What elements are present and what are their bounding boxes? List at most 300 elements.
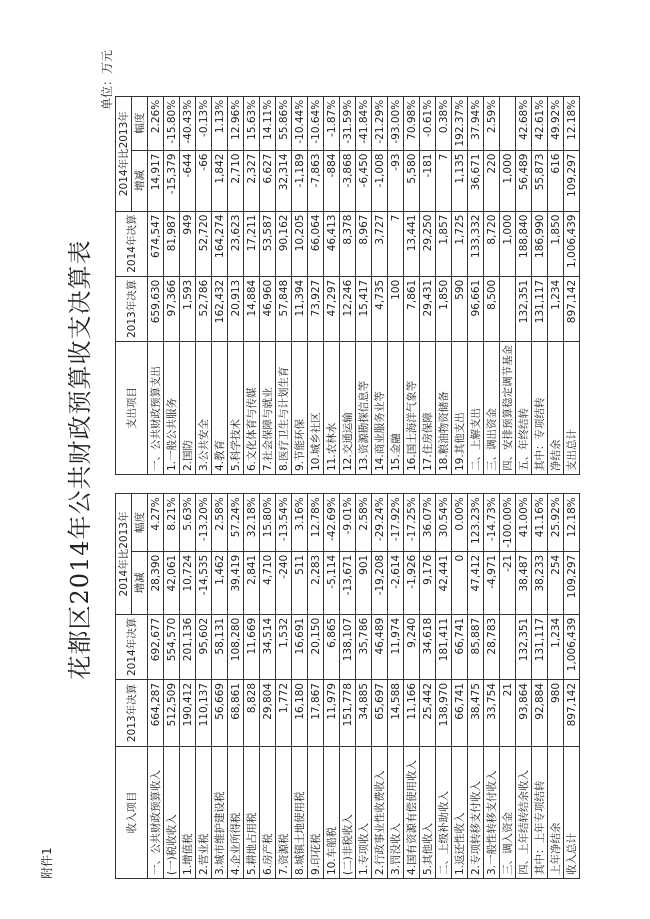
expense-value-cell: -15.80% (164, 96, 180, 150)
income-value-cell: -13.54% (276, 494, 292, 552)
expense-item-cell: 其中：专项结转 (532, 342, 548, 475)
income-value-cell: -29.24% (372, 494, 388, 552)
expense-value-cell: 164,274 (212, 211, 228, 276)
income-value-cell: 132,351 (516, 614, 532, 679)
income-value-cell: -14,535 (196, 551, 212, 614)
income-item-cell: 2.专项转移支付收入 (468, 747, 484, 879)
expense-value-cell: -644 (180, 150, 196, 211)
expense-value-cell: 17,211 (244, 211, 260, 276)
expense-item-cell: 2.国防 (180, 342, 196, 475)
income-value-cell: 1,006,439 (564, 614, 580, 679)
expense-value-cell: 14.11% (260, 96, 276, 150)
expense-value-cell: 14,884 (244, 276, 260, 341)
expense-item-cell: 四、安排预算稳定调节基金 (500, 342, 516, 475)
expense-value-cell: 52,786 (196, 276, 212, 341)
expense-value-cell: -6,450 (356, 150, 372, 211)
income-value-cell: 12.18% (564, 494, 580, 552)
expense-value-cell: -181 (420, 150, 436, 211)
income-value-cell: 512,509 (164, 680, 180, 747)
income-item-cell: (一)税收收入 (164, 747, 180, 879)
expense-value-cell: 133,332 (468, 211, 484, 276)
income-table-row (356, 494, 372, 879)
income-table-row (436, 494, 452, 879)
income-item-cell: 6.房产税 (260, 747, 276, 879)
expense-table-row (324, 96, 340, 474)
expense-item-cell: 6.文化体育与传媒 (244, 342, 260, 475)
expense-value-cell: 49.92% (548, 96, 564, 150)
income-value-cell: 92,884 (532, 680, 548, 747)
expense-item-cell: 7.社会保障与就业 (260, 342, 276, 475)
expense-table-body (148, 96, 580, 474)
expense-value-cell: -10.44% (292, 96, 308, 150)
expense-table-row (180, 96, 196, 474)
income-table-row (484, 494, 500, 879)
expense-item-cell: 1.一般公共服务 (164, 342, 180, 475)
expense-item-cell: 10.城乡社区 (308, 342, 324, 475)
expense-value-cell: 4,735 (372, 276, 388, 341)
income-value-cell: 4.27% (148, 494, 164, 552)
income-item-cell: 4.国有资源有偿使用收入 (404, 747, 420, 879)
expense-value-cell: 188,840 (516, 211, 532, 276)
expense-item-cell: 二、上解支出 (468, 342, 484, 475)
expense-value-cell: 8,500 (484, 276, 500, 341)
income-item-cell: 上年净结余 (548, 747, 564, 879)
expense-value-cell: 659,630 (148, 276, 164, 341)
income-value-cell: 10,724 (180, 551, 196, 614)
income-value-cell: 28,783 (484, 614, 500, 679)
income-item-cell: 9.印花税 (308, 747, 324, 879)
expense-table-row (148, 96, 164, 474)
income-value-cell: 138,970 (436, 680, 452, 747)
income-value-cell: 692,677 (148, 614, 164, 679)
expense-value-cell: 0.38% (436, 96, 452, 150)
expense-item-cell: 14.商业服务业等 (372, 342, 388, 475)
expense-item-cell: 18.粮油物资储备 (436, 342, 452, 475)
income-value-cell: 35,786 (356, 614, 372, 679)
expense-value-cell: 15,417 (356, 276, 372, 341)
income-value-cell: -17.25% (404, 494, 420, 552)
income-value-cell: 28,390 (148, 551, 164, 614)
income-table-row (452, 494, 468, 879)
income-value-cell: 15.80% (260, 494, 276, 552)
income-value-cell: 897,142 (564, 680, 580, 747)
income-value-cell: 46,489 (372, 614, 388, 679)
expense-value-cell: 8,378 (340, 211, 356, 276)
income-table-body (148, 494, 580, 879)
expense-value-cell: 1,000 (500, 211, 516, 276)
income-table-row (148, 494, 164, 879)
expense-value-cell: 1,135 (452, 150, 468, 211)
income-2014-header: 2014年决算 (116, 614, 148, 679)
income-value-cell: 138,107 (340, 614, 356, 679)
expense-item-cell: 16.国土海洋气象等 (404, 342, 420, 475)
income-table-row (260, 494, 276, 879)
income-table-row (516, 494, 532, 879)
income-value-cell: 58,131 (212, 614, 228, 679)
expense-item-cell: 11.农林水 (324, 342, 340, 475)
expense-value-cell: 52,720 (196, 211, 212, 276)
expense-value-cell: 2,327 (244, 150, 260, 211)
income-value-cell: 110,137 (196, 680, 212, 747)
expense-table-row (260, 96, 276, 474)
income-table-row (276, 494, 292, 879)
expense-value-cell: 1,850 (548, 211, 564, 276)
expense-value-cell: 29,431 (420, 276, 436, 341)
expense-table-row (532, 96, 548, 474)
income-value-cell: 664,287 (148, 680, 164, 747)
expense-item-cell: 17.住房保障 (420, 342, 436, 475)
income-value-cell: 25,442 (420, 680, 436, 747)
expense-value-cell: 37.94% (468, 96, 484, 150)
expense-value-cell: 5,580 (404, 150, 420, 211)
income-value-cell: 11,669 (244, 614, 260, 679)
expense-item-cell: 9.节能环保 (292, 342, 308, 475)
income-item-cell: 10.车船税 (324, 747, 340, 879)
income-value-cell: 47,412 (468, 551, 484, 614)
income-value-cell: 93,864 (516, 680, 532, 747)
income-table-row (372, 494, 388, 879)
expense-value-cell: -21.29% (372, 96, 388, 150)
expense-value-cell: 57,848 (276, 276, 292, 341)
expense-table-row (164, 96, 180, 474)
expense-value-cell: 220 (484, 150, 500, 211)
expense-table-row (356, 96, 372, 474)
attachment-label: 附件1 (40, 847, 54, 879)
expense-2014-header: 2014年决算 (116, 211, 148, 276)
expense-value-cell: 2.59% (484, 96, 500, 150)
expense-table-row (276, 96, 292, 474)
expense-value-cell: -93.00% (388, 96, 404, 150)
expense-2013-header: 2013年决算 (116, 276, 148, 341)
page-title: 花都区2014年公共财政预算收支决算表 (66, 239, 94, 680)
income-table-row (500, 494, 516, 879)
income-value-cell: 1,462 (212, 551, 228, 614)
income-item-cell: 3.罚没收入 (388, 747, 404, 879)
income-table-row (388, 494, 404, 879)
income-value-cell: 254 (548, 551, 564, 614)
expense-value-cell: -1.87% (324, 96, 340, 150)
expense-value-cell: 53,587 (260, 211, 276, 276)
income-table-row (548, 494, 564, 879)
expense-value-cell: 131,117 (532, 276, 548, 341)
income-value-cell: 20,150 (308, 614, 324, 679)
expense-value-cell: 186,990 (532, 211, 548, 276)
income-value-cell: 16,180 (292, 680, 308, 747)
income-value-cell: 2,841 (244, 551, 260, 614)
income-table-row (532, 494, 548, 879)
income-item-cell: 收入总计 (564, 747, 580, 879)
expense-value-cell: 10,205 (292, 211, 308, 276)
income-value-cell: 5.63% (180, 494, 196, 552)
income-value-cell: 38,487 (516, 551, 532, 614)
expense-value-cell: 2,710 (228, 150, 244, 211)
income-table-row (324, 494, 340, 879)
expense-value-cell: 162,432 (212, 276, 228, 341)
expense-value-cell: 15.63% (244, 96, 260, 150)
income-item-cell: 8.城镇土地使用税 (292, 747, 308, 879)
income-item-cell: 二、上级补助收入 (436, 747, 452, 879)
income-item-cell: 7.资源税 (276, 747, 292, 879)
income-value-cell: 8.21% (164, 494, 180, 552)
income-value-cell: 32.18% (244, 494, 260, 552)
income-value-cell: 68,861 (228, 680, 244, 747)
income-value-cell: 57.24% (228, 494, 244, 552)
expense-item-cell: 4.教育 (212, 342, 228, 475)
income-table-row (340, 494, 356, 879)
unit-label: 单位：万元 (100, 50, 114, 111)
income-value-cell: 511 (292, 551, 308, 614)
income-value-cell: 12.78% (308, 494, 324, 552)
income-value-cell: 151,778 (340, 680, 356, 747)
expense-value-cell: 47,297 (324, 276, 340, 341)
income-value-cell: 2.58% (212, 494, 228, 552)
expense-value-cell: 100 (388, 276, 404, 341)
expense-value-cell: 14,917 (148, 150, 164, 211)
income-value-cell: -13,671 (340, 551, 356, 614)
expense-value-cell: -0.61% (420, 96, 436, 150)
income-value-cell: 66,741 (452, 680, 468, 747)
expense-value-cell: 36,671 (468, 150, 484, 211)
expense-table-row (420, 96, 436, 474)
expense-value-cell: 7,861 (404, 276, 420, 341)
expense-value-cell: 29,250 (420, 211, 436, 276)
income-value-cell: 11,166 (404, 680, 420, 747)
expense-value-cell: 1,850 (436, 276, 452, 341)
expense-table-row (500, 96, 516, 474)
expense-value-cell: 132,351 (516, 276, 532, 341)
income-value-cell: 0.00% (452, 494, 468, 552)
income-value-cell: 11,974 (388, 614, 404, 679)
expense-value-cell: 674,547 (148, 211, 164, 276)
expense-table-row (388, 96, 404, 474)
expense-value-cell: 8,967 (356, 211, 372, 276)
income-value-cell: 29,804 (260, 680, 276, 747)
expense-value-cell: 96,661 (468, 276, 484, 341)
income-rate-header: 幅度 (132, 494, 148, 552)
income-item-header: 收入项目 (116, 747, 148, 879)
expense-table-row (468, 96, 484, 474)
expense-value-cell: -1,008 (372, 150, 388, 211)
expense-item-cell: 三、调出资金 (484, 342, 500, 475)
income-value-cell: 95,602 (196, 614, 212, 679)
expense-value-cell: -7,863 (308, 150, 324, 211)
expense-value-cell: 2.26% (148, 96, 164, 150)
expense-value-cell: 3,727 (372, 211, 388, 276)
income-value-cell: 6,865 (324, 614, 340, 679)
expense-item-cell: 5.科学技术 (228, 342, 244, 475)
income-2013-header: 2013年决算 (116, 680, 148, 747)
income-value-cell (500, 614, 516, 679)
expense-value-cell: 46,413 (324, 211, 340, 276)
income-value-cell: 65,697 (372, 680, 388, 747)
expense-value-cell: 1,725 (452, 211, 468, 276)
income-value-cell: 131,117 (532, 614, 548, 679)
income-value-cell: 901 (356, 551, 372, 614)
expense-table-row (548, 96, 564, 474)
income-value-cell: -13.20% (196, 494, 212, 552)
income-value-cell: -5,114 (324, 551, 340, 614)
expense-item-cell: 3.公共安全 (196, 342, 212, 475)
income-value-cell: 108,280 (228, 614, 244, 679)
expense-table-row (212, 96, 228, 474)
income-item-cell: 5.其他收入 (420, 747, 436, 879)
expense-table-row (244, 96, 260, 474)
expense-value-cell: 56,489 (516, 150, 532, 211)
expense-value-cell: 1,842 (212, 150, 228, 211)
income-item-cell: 1.专项收入 (356, 747, 372, 879)
income-value-cell: 554,570 (164, 614, 180, 679)
income-item-cell: 一、公共财政预算收入 (148, 747, 164, 879)
income-item-cell: (二)非税收入 (340, 747, 356, 879)
income-value-cell: -9.01% (340, 494, 356, 552)
income-value-cell: 42,061 (164, 551, 180, 614)
expense-value-cell: 42.61% (532, 96, 548, 150)
expense-item-cell: 15.金融 (388, 342, 404, 475)
expense-item-cell: 19.其他支出 (452, 342, 468, 475)
expense-value-cell: 897,142 (564, 276, 580, 341)
expense-item-cell: 支出总计 (564, 342, 580, 475)
income-value-cell: 25.92% (548, 494, 564, 552)
expense-table-row (516, 96, 532, 474)
income-value-cell: 66,741 (452, 614, 468, 679)
income-table-row (404, 494, 420, 879)
income-table-row (292, 494, 308, 879)
expense-value-cell: 1,000 (500, 150, 516, 211)
expense-value-cell: 23,623 (228, 211, 244, 276)
expense-value-cell: -66 (196, 150, 212, 211)
expense-value-cell: -93 (388, 150, 404, 211)
income-value-cell: -1,926 (404, 551, 420, 614)
income-value-cell: 38,475 (468, 680, 484, 747)
income-table-row (244, 494, 260, 879)
income-value-cell: 36.07% (420, 494, 436, 552)
expense-value-cell: 13,441 (404, 211, 420, 276)
income-value-cell: 1,772 (276, 680, 292, 747)
income-table-row (180, 494, 196, 879)
income-value-cell: 14,588 (388, 680, 404, 747)
expense-value-cell: 6,627 (260, 150, 276, 211)
income-item-cell: 三、调入资金 (500, 747, 516, 879)
income-value-cell: 0 (452, 551, 468, 614)
expense-table-row (308, 96, 324, 474)
income-item-cell: 1.返还性收入 (452, 747, 468, 879)
expense-table-row (228, 96, 244, 474)
income-value-cell: 123.23% (468, 494, 484, 552)
income-value-cell: -240 (276, 551, 292, 614)
income-value-cell: 9,240 (404, 614, 420, 679)
income-value-cell: -17.92% (388, 494, 404, 552)
income-value-cell: 181,411 (436, 614, 452, 679)
expense-value-cell: -31.59% (340, 96, 356, 150)
expense-value-cell: 949 (180, 211, 196, 276)
income-value-cell: 8,828 (244, 680, 260, 747)
income-value-cell: -21 (500, 551, 516, 614)
income-item-cell: 5.耕地占用税 (244, 747, 260, 879)
income-value-cell: 41.16% (532, 494, 548, 552)
expense-value-cell: 1,006,439 (564, 211, 580, 276)
expense-value-cell (500, 96, 516, 150)
expense-table-row (564, 96, 580, 474)
expense-value-cell: -15,379 (164, 150, 180, 211)
expense-table-row (484, 96, 500, 474)
income-table-row (212, 494, 228, 879)
expense-table-row (452, 96, 468, 474)
income-table-row (308, 494, 324, 879)
income-table-row (196, 494, 212, 879)
income-table-row (164, 494, 180, 879)
income-value-cell: 2.58% (356, 494, 372, 552)
expense-value-cell: 8,720 (484, 211, 500, 276)
expense-table-row (404, 96, 420, 474)
expense-value-cell: 55.86% (276, 96, 292, 150)
expense-table-row (372, 96, 388, 474)
expense-value-cell: 12.18% (564, 96, 580, 150)
income-item-cell: 其中：上年专项结转 (532, 747, 548, 879)
expense-value-cell: 55,873 (532, 150, 548, 211)
expense-value-cell: 12.96% (228, 96, 244, 150)
expense-value-cell: 42.68% (516, 96, 532, 150)
income-value-cell: 34,885 (356, 680, 372, 747)
expense-value-cell: 7 (388, 211, 404, 276)
income-value-cell: 33,754 (484, 680, 500, 747)
expense-value-cell: 81,987 (164, 211, 180, 276)
income-value-cell: 201,136 (180, 614, 196, 679)
income-value-cell: 11,979 (324, 680, 340, 747)
income-value-cell: 85,887 (468, 614, 484, 679)
expense-item-cell: 13.资源勘探信息等 (356, 342, 372, 475)
income-compare-header: 2014年比2013年 (116, 494, 132, 615)
income-value-cell: 41.00% (516, 494, 532, 552)
expense-value-cell: 90,162 (276, 211, 292, 276)
income-item-cell: 1.增值税 (180, 747, 196, 879)
income-value-cell: 980 (548, 680, 564, 747)
expense-value-cell: -40.43% (180, 96, 196, 150)
income-value-cell: 38,233 (532, 551, 548, 614)
expense-value-cell: -884 (324, 150, 340, 211)
expense-value-cell: 11,394 (292, 276, 308, 341)
expense-value-cell: 20,913 (228, 276, 244, 341)
income-value-cell: 16,691 (292, 614, 308, 679)
income-table (115, 493, 580, 879)
income-item-cell: 2.营业税 (196, 747, 212, 879)
expense-item-cell: 一、公共财政预算支出 (148, 342, 164, 475)
income-value-cell: -42.69% (324, 494, 340, 552)
expense-value-cell: 97,366 (164, 276, 180, 341)
expense-value-cell: -41.84% (356, 96, 372, 150)
income-value-cell: 34,514 (260, 614, 276, 679)
income-value-cell: 21 (500, 680, 516, 747)
expense-value-cell: 1,857 (436, 211, 452, 276)
income-value-cell: 34,618 (420, 614, 436, 679)
expense-rate-header: 幅度 (132, 96, 148, 150)
income-value-cell: 109,297 (564, 551, 580, 614)
expense-value-cell: 109,297 (564, 150, 580, 211)
income-value-cell: -2,614 (388, 551, 404, 614)
expense-value-cell: 590 (452, 276, 468, 341)
income-value-cell: 39,419 (228, 551, 244, 614)
income-table-row (228, 494, 244, 879)
expense-value-cell: -1,189 (292, 150, 308, 211)
income-value-cell: 42,441 (436, 551, 452, 614)
expense-item-cell: 五、年终结转 (516, 342, 532, 475)
income-value-cell: 56,669 (212, 680, 228, 747)
expense-item-cell: 8.医疗卫生与计划生育 (276, 342, 292, 475)
expense-value-cell: 66,064 (308, 211, 324, 276)
income-item-cell: 2.行政事业性收费收入 (372, 747, 388, 879)
income-item-cell: 3.城市维护建设税 (212, 747, 228, 879)
income-value-cell: -100.00% (500, 494, 516, 552)
expense-table-row (196, 96, 212, 474)
